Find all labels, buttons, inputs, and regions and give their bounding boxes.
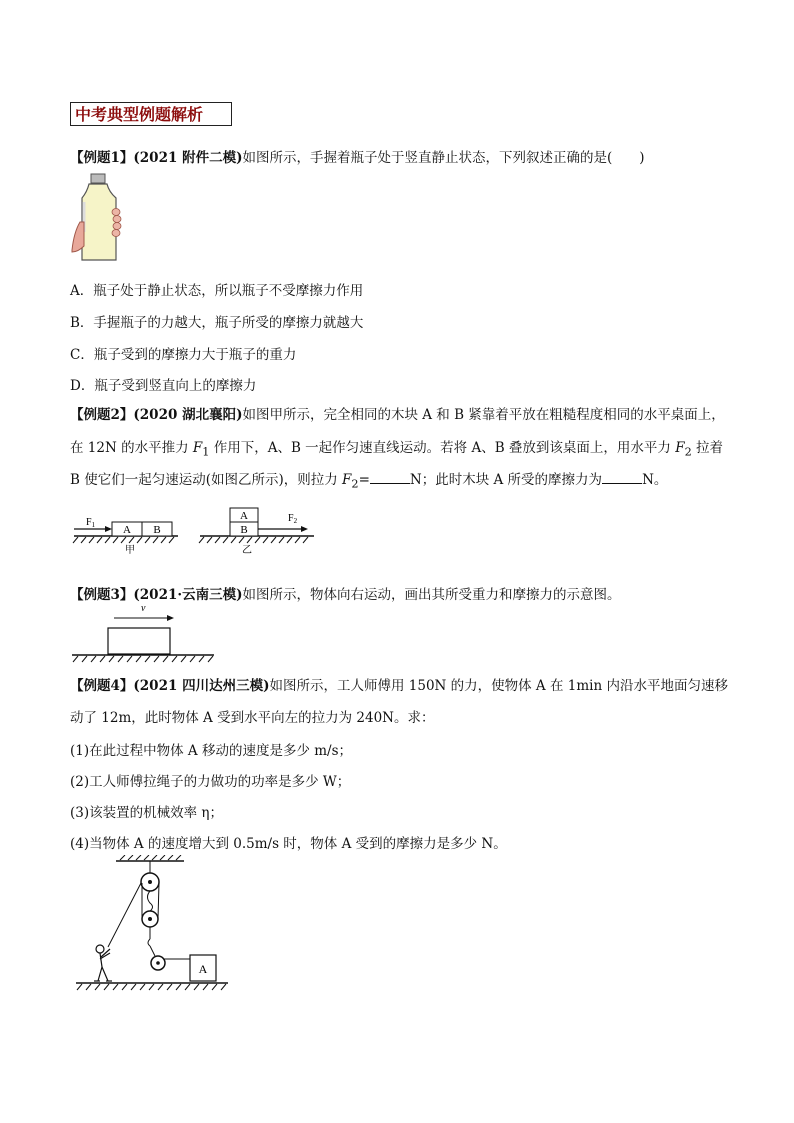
q2-label-b-left: B [153, 524, 161, 536]
q4-sub-2: (2)工人师傅拉绳子的力做功的功率是多少 W； [70, 774, 351, 790]
q2-label-a-left: A [123, 524, 131, 536]
q4-sub-1: (1)在此过程中物体 A 移动的速度是多少 m/s； [70, 743, 353, 759]
q4-tag: 【例题4】 [70, 678, 134, 694]
q4-sub-4: (4)当物体 A 的速度增大到 0.5m/s 时，物体 A 受到的摩擦力是多少 N。 [70, 836, 507, 852]
q4-text-1: 如图所示，工人师傅用 150N 的力，使物体 A 在 1min 内沿水平地面匀速移 [269, 678, 728, 694]
q4-sub-3: (3)该装置的机械效率 η； [70, 805, 224, 821]
q2-f2-sub: 2 [684, 445, 692, 459]
q1-option-d: D．瓶子受到竖直向上的摩擦力 [70, 378, 257, 394]
q2-label-f2: $F_2$ [288, 513, 298, 525]
q2-answer-blank-2[interactable] [602, 471, 642, 484]
q1-text: 如图所示，手握着瓶子处于竖直静止状态，下列叙述正确的是( ) [242, 150, 645, 166]
q2-line1 [70, 403, 725, 423]
q2-f1-sub: 1 [202, 445, 210, 459]
q2-label-a-right: A [240, 510, 248, 522]
q2-text-2a: 在 12N 的水平推力 [70, 440, 193, 456]
q2-tag: 【例题2】 [70, 407, 134, 423]
q3-text: 如图所示，物体向右运动，画出其所受重力和摩擦力的示意图。 [242, 587, 621, 603]
q3-velocity-label: v [141, 603, 146, 614]
q2-figure [70, 505, 320, 555]
q4-line1 [70, 674, 728, 694]
q2-label-b-right: B [240, 524, 248, 536]
q1-option-c: C．瓶子受到的摩擦力大于瓶子的重力 [70, 347, 297, 363]
q2-line3 [70, 468, 667, 491]
q2-label-f1: $F_1$ [86, 517, 96, 529]
q2-text-3a: B 使它们一起匀速运动(如图乙所示)，则拉力 [70, 472, 343, 488]
q3-tag: 【例题3】 [70, 587, 134, 603]
q4-line2: 动了 12m，此时物体 A 受到水平向左的拉力为 240N。求： [70, 710, 435, 726]
q1-tag: 【例题1】 [70, 150, 134, 166]
q2-line2 [70, 436, 723, 459]
q3-figure [70, 600, 220, 666]
q2-text-2c: 拉着 [691, 440, 724, 456]
q4-source: (2021 四川达州三模) [133, 678, 270, 694]
q2-text-3d: N。 [642, 472, 668, 488]
q1-source: (2021 附件二模) [133, 150, 243, 166]
q2-source: (2020 湖北襄阳) [133, 407, 243, 423]
q1-option-a: A．瓶子处于静止状态，所以瓶子不受摩擦力作用 [70, 283, 364, 299]
q4-block-label: A [198, 962, 208, 976]
q2-f1-symbol: F [192, 440, 203, 456]
q2-f2-symbol: F [675, 440, 685, 456]
q2-f2b-sub: 2 [351, 477, 359, 491]
q1-stem [70, 146, 645, 166]
q2-answer-blank-1[interactable] [370, 471, 410, 484]
q2-text-3c: N；此时木块 A 所受的摩擦力为 [409, 472, 603, 488]
q3-source: (2021·云南三模) [133, 587, 243, 603]
q1-option-b: B．手握瓶子的力越大，瓶子所受的摩擦力就越大 [70, 315, 364, 331]
q3-object-block [108, 628, 170, 654]
q4-pulley-figure [72, 855, 232, 997]
section-title: 中考典型例题解析 [70, 102, 232, 126]
q2-caption-right: 乙 [242, 545, 252, 555]
q2-caption-left: 甲 [125, 545, 135, 555]
q4-worker [94, 945, 112, 981]
q2-text-2b: 作用下，A、B 一起作匀速直线运动。若将 A、B 叠放到该桌面上，用水平力 [209, 440, 676, 456]
q2-equals: = [358, 472, 370, 488]
q2-f2b-symbol: F [342, 472, 352, 488]
q2-text-1: 如图甲所示，完全相同的木块 A 和 B 紧靠着平放在粗糙程度相同的水平桌面上， [242, 407, 725, 423]
q1-bottle-hand-figure [70, 172, 130, 264]
